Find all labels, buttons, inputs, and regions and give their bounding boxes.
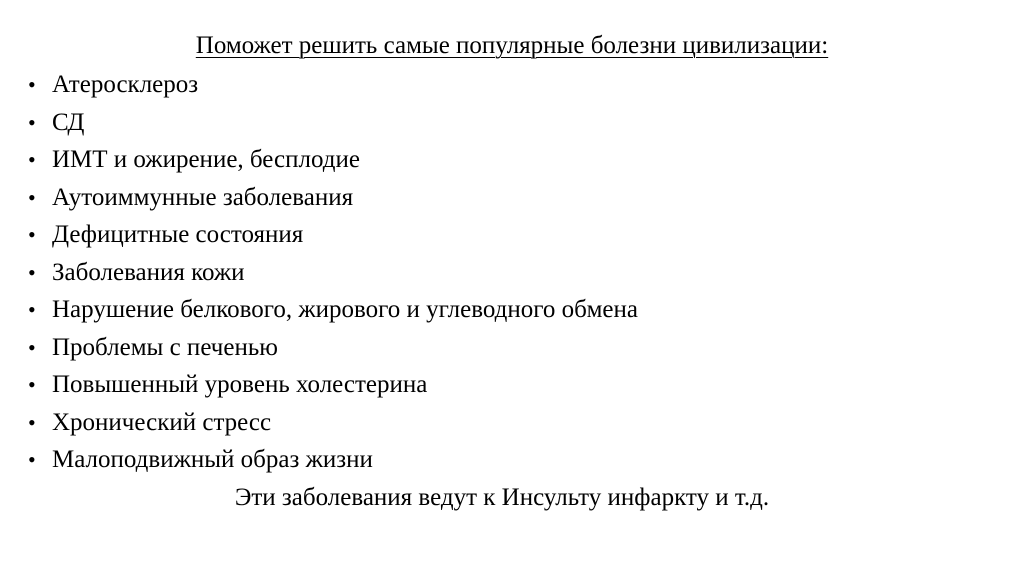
list-item <box>28 366 638 404</box>
list-item <box>28 329 638 367</box>
bullet-icon: • <box>28 184 36 210</box>
slide-heading-text: Поможет решить самые популярные болезни цивилизации: <box>195 32 829 59</box>
slide-footer <box>0 480 1024 516</box>
list-item-text: СД <box>52 108 85 136</box>
bullet-icon: • <box>28 222 36 247</box>
list-item-text: Проблемы с печенью <box>52 333 278 361</box>
list-item-text: Нарушение белкового, жирового и углеводного обмена <box>52 296 638 323</box>
slide-footer-text: Эти заболевания ведут к Инсульту инфаркту и т.д. <box>234 484 770 511</box>
list-item-text: ИМТ и ожирение, бесплодие <box>52 146 360 173</box>
slide-heading <box>0 28 1024 64</box>
list-item-text: Повышенный уровень холестерина <box>52 371 428 398</box>
list-item <box>28 216 638 254</box>
list-item-text: Малоподвижный образ жизни <box>52 446 373 473</box>
list-item <box>28 179 638 217</box>
bullet-icon: • <box>28 334 36 360</box>
bullet-icon: • <box>28 447 36 472</box>
list-item-text: Аутоиммунные заболевания <box>52 183 354 211</box>
bullet-icon: • <box>28 409 36 435</box>
list-item <box>28 254 638 292</box>
list-item-text: Дефицитные состояния <box>52 221 304 248</box>
list-item <box>28 66 638 104</box>
bullet-icon: • <box>28 372 36 397</box>
list-item-text: Хронический стресс <box>52 408 272 436</box>
list-item <box>28 141 638 179</box>
list-item <box>28 104 638 142</box>
list-item <box>28 404 638 442</box>
list-item <box>28 441 638 479</box>
bullet-icon: • <box>28 109 36 135</box>
bullet-icon: • <box>28 147 36 172</box>
list-item-text: Заболевания кожи <box>52 258 245 286</box>
bullet-icon: • <box>28 72 36 97</box>
list-item-text: Атеросклероз <box>52 71 199 98</box>
bullet-icon: • <box>28 297 36 322</box>
disease-list <box>28 66 638 479</box>
bullet-icon: • <box>28 259 36 285</box>
list-item <box>28 291 638 329</box>
